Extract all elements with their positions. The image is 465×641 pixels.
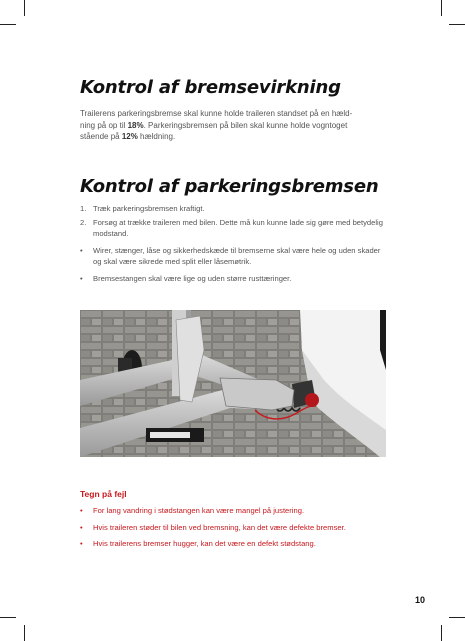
trailer-coupling-photo <box>80 310 386 457</box>
fault-text: Hvis traileren støder til bilen ved bremsning, kan det være defekte bremser. <box>93 522 346 532</box>
para-text: . Parkeringsbremsen på bilen skal kunne holde vogntoget <box>143 120 348 130</box>
list-item <box>80 217 390 239</box>
bullet: • <box>80 539 83 548</box>
brake-effect-paragraph <box>80 108 390 143</box>
section-title-parking-brake: Kontrol af parkeringsbremsen <box>80 176 379 197</box>
inspection-bullets <box>80 245 390 284</box>
list-item <box>80 203 390 214</box>
list-item <box>80 505 390 516</box>
bullet: • <box>80 274 83 283</box>
para-text: Trailerens parkeringsbremse skal kunne holde traileren standset på en hæld- <box>80 109 353 118</box>
fault-text: For lang vandring i stødstangen kan være mangel på justering. <box>93 506 305 515</box>
fault-signs-heading: Tegn på fejl <box>80 489 127 499</box>
page-number: 10 <box>415 595 426 605</box>
list-item <box>80 273 390 284</box>
list-item <box>80 538 390 549</box>
step-text: Forsøg at trække traileren med bilen. Dette må kun kunne lade sig gøre med betydelig modstand. <box>93 218 383 238</box>
bullet-text: Bremsestangen skal være lige og uden større rusttæringer. <box>93 274 292 283</box>
list-item <box>80 522 390 533</box>
list-item <box>80 245 390 267</box>
steps-list <box>80 203 390 239</box>
para-bold-value: 18% <box>127 120 144 130</box>
fault-signs-list <box>80 505 390 555</box>
bullet: • <box>80 246 83 255</box>
para-text: ning på op til <box>80 120 128 130</box>
step-number: 2. <box>80 218 87 227</box>
para-bold-value: 12% <box>121 132 138 141</box>
step-number: 1. <box>80 204 87 213</box>
para-text: stående på <box>80 132 122 141</box>
bullet: • <box>80 522 83 532</box>
fault-text: Hvis trailerens bremser hugger, kan det være en defekt stødstang. <box>93 539 316 548</box>
step-text: Træk parkeringsbremsen kraftigt. <box>93 204 205 213</box>
section-title-brake-effect: Kontrol af bremsevirkning <box>80 77 341 98</box>
para-text: hældning. <box>137 132 176 141</box>
bullet: • <box>80 506 83 515</box>
bullet-text: Wirer, stænger, låse og sikkerhedskæde til bremserne skal være hele og uden skader og skal være sikrede med split eller låsemøtrik. <box>93 246 381 266</box>
